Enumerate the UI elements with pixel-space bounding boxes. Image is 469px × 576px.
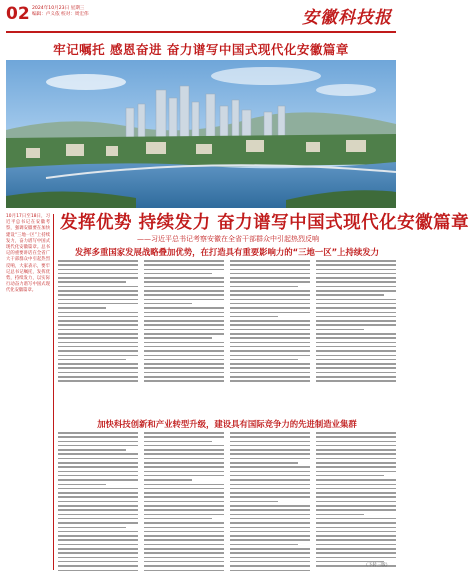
section-heading-2: 加快科技创新和产业转型升级，建设具有国际竞争力的先进制造业集群	[97, 419, 357, 429]
text-column	[316, 260, 396, 385]
text-column	[58, 260, 138, 385]
editorial-column	[6, 214, 54, 570]
text-column	[230, 260, 310, 385]
newspaper-logo: 安徽科技报	[302, 8, 392, 28]
masthead	[0, 0, 402, 36]
date-line	[32, 6, 89, 18]
issue-date: 2024年10月23日 星期三	[32, 6, 85, 11]
text-column	[144, 260, 224, 385]
text-column	[316, 432, 396, 570]
main-subheadline: ——习近平总书记考察安徽在全省干部群众中引起热烈反响	[137, 235, 319, 243]
text-column	[144, 432, 224, 574]
text-column	[230, 432, 310, 574]
editor-line: 编辑：卢义依 校对：周宏伟	[32, 12, 89, 17]
main-headline: 发挥优势 持续发力 奋力谱写中国式现代化安徽篇章	[60, 213, 469, 233]
page-number: 02	[6, 4, 30, 24]
section-heading-1: 发挥多重国家发展战略叠加优势，在打造具有重要影响力的“三地一区”上持续发力	[74, 247, 380, 257]
city-skyline-photo	[6, 60, 396, 208]
editorial-text: 10月17日至18日，习近平总书记在安徽考察，强调安徽要在加快建设“三地一区”上持续发力，奋力谱写中国式现代化安徽篇章。总书记的重要讲话在全省广大干部群众中引起热烈反响，大家表示，要牢记总书记嘱托，发挥优势，持续发力，以实际行动奋力谱写中国式现代化安徽篇章。	[6, 214, 50, 294]
article-body	[58, 246, 396, 572]
continued-note: （下转三版）	[363, 563, 390, 568]
red-divider	[6, 31, 396, 33]
text-column	[58, 432, 138, 574]
section-kicker: 牢记嘱托 感恩奋进 奋力谱写中国式现代化安徽篇章	[53, 42, 349, 57]
